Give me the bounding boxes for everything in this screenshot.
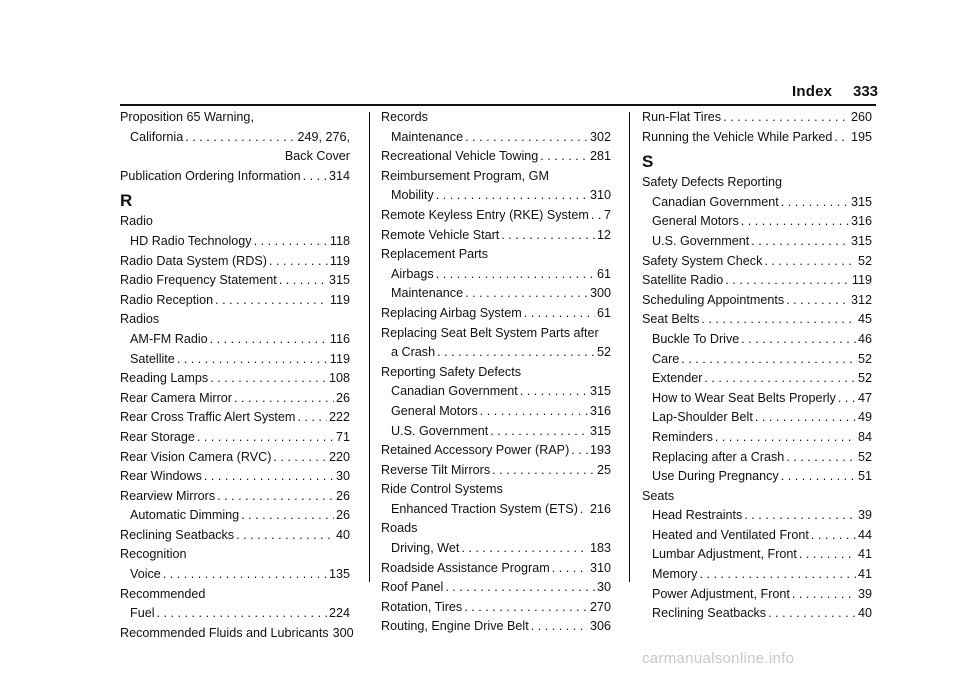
page-reference[interactable]: 220 xyxy=(328,449,350,464)
entry-label: How to Wear Seat Belts Properly xyxy=(652,390,836,405)
header-rule xyxy=(120,104,876,106)
dot-leader xyxy=(768,604,856,624)
dot-leader xyxy=(744,506,856,526)
page-reference[interactable]: 45 xyxy=(857,312,872,327)
page-reference[interactable]: 310 xyxy=(589,188,611,203)
index-column-1 xyxy=(120,108,354,643)
entry-label: Rear Cross Traffic Alert System xyxy=(120,410,296,425)
page-reference[interactable]: 51 xyxy=(857,469,872,484)
index-heading: Replacement Parts xyxy=(381,247,489,262)
index-entry xyxy=(642,271,872,291)
index-subentry xyxy=(381,343,611,363)
dot-leader xyxy=(273,448,327,468)
dot-leader xyxy=(480,402,588,422)
index-entry xyxy=(120,271,350,291)
section-title: Index xyxy=(792,83,833,100)
dot-leader xyxy=(210,369,327,389)
page-reference[interactable]: 47 xyxy=(857,390,872,405)
page-reference[interactable]: 315 xyxy=(850,233,872,248)
dot-leader xyxy=(741,330,856,350)
entry-label: Maintenance xyxy=(391,286,464,301)
page-reference[interactable]: 119 xyxy=(329,351,350,366)
index-subentry xyxy=(642,350,872,370)
entry-label: Rotation, Tires xyxy=(381,599,463,614)
index-heading: Radio xyxy=(120,214,153,229)
index-subentry xyxy=(381,382,611,402)
index-subentry xyxy=(381,284,611,304)
dot-leader xyxy=(524,304,595,324)
entry-label: Remote Vehicle Start xyxy=(381,227,500,242)
dot-leader xyxy=(437,343,595,363)
dot-leader xyxy=(792,585,856,605)
index-entry xyxy=(381,617,611,637)
dot-leader xyxy=(704,369,856,389)
index-subentry xyxy=(381,500,611,520)
dot-leader xyxy=(215,291,328,311)
index-heading: Recognition xyxy=(120,547,187,562)
index-subentry xyxy=(642,585,872,605)
dot-leader xyxy=(490,422,588,442)
dot-leader xyxy=(681,350,856,370)
index-subentry xyxy=(642,408,872,428)
dot-leader xyxy=(297,408,327,428)
dot-leader xyxy=(217,487,334,507)
index-entry xyxy=(381,147,611,167)
page-reference[interactable]: 222 xyxy=(328,410,350,425)
entry-label: Driving, Wet xyxy=(391,541,460,556)
index-entry xyxy=(120,467,350,487)
dot-leader xyxy=(552,559,588,579)
dot-leader xyxy=(725,271,850,291)
entry-label: Canadian Government xyxy=(391,384,518,399)
dot-leader xyxy=(540,147,588,167)
page-reference[interactable]: 39 xyxy=(857,586,872,601)
dot-leader xyxy=(501,226,595,246)
page-reference[interactable]: 39 xyxy=(857,508,872,523)
page-reference[interactable]: 52 xyxy=(857,371,872,386)
index-subentry xyxy=(120,232,350,252)
dot-leader xyxy=(436,186,588,206)
page-reference[interactable]: 119 xyxy=(329,253,350,268)
dot-leader xyxy=(571,441,588,461)
entry-label: Rear Windows xyxy=(120,469,202,484)
dot-leader xyxy=(699,565,856,585)
page-reference[interactable]: 7 xyxy=(603,207,611,222)
dot-leader xyxy=(177,350,328,370)
entry-label: Heated and Ventilated Front xyxy=(652,527,809,542)
dot-leader xyxy=(838,389,856,409)
dot-leader xyxy=(781,193,849,213)
dot-leader xyxy=(580,500,588,520)
page-reference[interactable]: 302 xyxy=(589,129,611,144)
entry-label: Rear Vision Camera (RVC) xyxy=(120,449,272,464)
page-reference[interactable]: 260 xyxy=(850,110,872,124)
entry-label: Power Adjustment, Front xyxy=(652,586,790,601)
page-reference[interactable]: 119 xyxy=(851,273,872,288)
index-entry xyxy=(120,167,350,187)
page-reference[interactable]: 26 xyxy=(335,508,350,523)
entry-label: U.S. Government xyxy=(391,423,489,438)
index-entry xyxy=(381,461,611,481)
page-reference[interactable]: 270 xyxy=(589,599,611,614)
entry-label: Roadside Assistance Program xyxy=(381,560,550,575)
index-subentry xyxy=(381,422,611,442)
page-reference[interactable]: 316 xyxy=(589,403,611,418)
dot-leader xyxy=(799,545,856,565)
entry-label: HD Radio Technology xyxy=(130,233,252,248)
dot-leader xyxy=(701,310,856,330)
index-entry xyxy=(381,559,611,579)
column-divider-2 xyxy=(629,112,630,582)
page-reference[interactable]: 316 xyxy=(850,214,872,229)
page-reference[interactable]: 116 xyxy=(329,331,350,346)
index-entry xyxy=(120,389,350,409)
entry-label: U.S. Government xyxy=(652,233,750,248)
entry-label: Radio Data System (RDS) xyxy=(120,253,267,268)
index-subentry xyxy=(381,186,611,206)
index-subentry xyxy=(642,193,872,213)
index-subentry xyxy=(642,448,872,468)
entry-label: Mobility xyxy=(391,188,434,203)
page-reference[interactable]: 249, 276, xyxy=(297,129,350,144)
entry-label: Automatic Dimming xyxy=(130,508,240,523)
page-reference[interactable]: 119 xyxy=(329,292,350,307)
index-entry xyxy=(120,291,350,311)
index-subentry xyxy=(381,402,611,422)
index-entry xyxy=(642,310,872,330)
entry-label: Scheduling Appointments xyxy=(642,292,785,307)
index-heading: Radios xyxy=(120,312,160,327)
page-reference[interactable]: 52 xyxy=(857,449,872,464)
dot-leader xyxy=(461,539,588,559)
index-subentry xyxy=(642,506,872,526)
column-divider-1 xyxy=(369,112,370,582)
entry-label: Reading Lamps xyxy=(120,371,209,386)
entry-label: Reverse Tilt Mirrors xyxy=(381,462,491,477)
entry-label: Seat Belts xyxy=(642,312,700,327)
index-heading: Roads xyxy=(381,521,418,536)
index-subentry xyxy=(120,506,350,526)
entry-label: Canadian Government xyxy=(652,194,779,209)
index-entry xyxy=(642,252,872,272)
dot-leader xyxy=(751,232,849,252)
index-heading: Ride Control Systems xyxy=(381,482,503,497)
entry-label: Replacing after a Crash xyxy=(652,449,785,464)
entry-label: Enhanced Traction System (ETS) xyxy=(391,501,578,516)
index-heading: Proposition 65 Warning, xyxy=(120,110,254,124)
index-entry xyxy=(120,487,350,507)
dot-leader xyxy=(786,291,849,311)
entry-label: Safety System Check xyxy=(642,253,763,268)
dot-leader xyxy=(234,389,334,409)
index-subentry xyxy=(642,545,872,565)
index-heading: Safety Defects Reporting xyxy=(642,175,783,190)
index-subentry xyxy=(642,369,872,389)
page-reference[interactable]: 26 xyxy=(335,390,350,405)
index-entry xyxy=(642,291,872,311)
entry-label: Voice xyxy=(130,567,161,582)
entry-label: Running the Vehicle While Parked xyxy=(642,129,833,144)
dot-leader xyxy=(834,128,849,148)
page-reference[interactable]: 195 xyxy=(850,129,872,144)
index-heading: Reimbursement Program, GM xyxy=(381,168,549,183)
page-reference[interactable]: 25 xyxy=(596,462,611,477)
page-reference[interactable]: 40 xyxy=(335,527,350,542)
index-entry xyxy=(381,441,611,461)
entry-label: Radio Reception xyxy=(120,292,214,307)
dot-leader xyxy=(781,467,856,487)
page-reference[interactable]: 135 xyxy=(328,567,350,582)
entry-label: Lumbar Adjustment, Front xyxy=(652,547,797,562)
dot-leader xyxy=(465,284,588,304)
index-subentry xyxy=(642,389,872,409)
page-reference[interactable]: 71 xyxy=(335,429,350,444)
entry-label: Rearview Mirrors xyxy=(120,488,216,503)
page-reference[interactable]: 61 xyxy=(596,266,611,281)
entry-label: a Crash xyxy=(391,345,436,360)
index-subentry xyxy=(642,232,872,252)
entry-label: Fuel xyxy=(130,606,155,621)
page-reference[interactable]: 84 xyxy=(857,429,872,444)
index-entry xyxy=(381,598,611,618)
page-reference[interactable]: 314 xyxy=(328,168,350,183)
page-reference[interactable]: 41 xyxy=(857,567,872,582)
index-entry xyxy=(381,304,611,324)
index-heading: Recommended xyxy=(120,586,206,601)
entry-label: Publication Ordering Information xyxy=(120,168,301,183)
index-subentry xyxy=(120,604,350,624)
page-reference[interactable]: 26 xyxy=(335,488,350,503)
page-reference[interactable]: 108 xyxy=(328,371,350,386)
index-heading: Records xyxy=(381,110,428,124)
dot-leader xyxy=(464,598,588,618)
index-subentry xyxy=(120,565,350,585)
index-continuation: Back Cover xyxy=(284,149,350,164)
index-entry xyxy=(642,128,872,148)
page-reference[interactable]: 118 xyxy=(329,233,350,248)
page-reference[interactable]: 315 xyxy=(328,273,350,288)
entry-label: Rear Storage xyxy=(120,429,195,444)
index-subentry xyxy=(381,539,611,559)
dot-leader xyxy=(741,212,849,232)
dot-leader xyxy=(764,252,856,272)
index-column-3 xyxy=(642,108,872,624)
dot-leader xyxy=(755,408,856,428)
page-reference[interactable]: 300 xyxy=(589,286,611,301)
index-column-2 xyxy=(381,108,611,637)
index-entry xyxy=(120,408,350,428)
dot-leader xyxy=(436,265,595,285)
dot-leader xyxy=(197,428,334,448)
dot-leader xyxy=(269,252,328,272)
index-subentry xyxy=(642,526,872,546)
dot-leader xyxy=(185,128,295,148)
page-reference[interactable]: 41 xyxy=(857,547,872,562)
dot-leader xyxy=(303,167,327,187)
page-reference[interactable]: 49 xyxy=(857,410,872,425)
index-entry xyxy=(120,448,350,468)
page-reference[interactable]: 306 xyxy=(589,619,611,634)
entry-label: Reclining Seatbacks xyxy=(120,527,235,542)
index-heading: Seats xyxy=(642,488,675,503)
page-reference[interactable]: 183 xyxy=(589,541,611,556)
entry-label: Retained Accessory Power (RAP) xyxy=(381,443,570,458)
page-reference[interactable]: 44 xyxy=(857,527,872,542)
entry-label: Airbags xyxy=(391,266,434,281)
dot-leader xyxy=(591,206,602,226)
dot-leader xyxy=(531,617,588,637)
dot-leader xyxy=(786,448,856,468)
index-entry xyxy=(120,428,350,448)
index-entry xyxy=(642,108,872,128)
dot-leader xyxy=(520,382,588,402)
entry-label: Replacing Airbag System xyxy=(381,305,522,320)
index-subentry xyxy=(381,265,611,285)
index-subentry xyxy=(642,330,872,350)
index-entry xyxy=(120,624,354,644)
dot-leader xyxy=(445,578,595,598)
entry-label: Buckle To Drive xyxy=(652,331,740,346)
page-reference[interactable]: 281 xyxy=(589,149,611,164)
index-subentry xyxy=(642,604,872,624)
entry-label: California xyxy=(130,129,184,144)
entry-label: Radio Frequency Statement xyxy=(120,273,277,288)
page-reference[interactable]: 12 xyxy=(596,227,611,242)
entry-label: Rear Camera Mirror xyxy=(120,390,232,405)
entry-label: Extender xyxy=(652,371,703,386)
entry-label: Reclining Seatbacks xyxy=(652,606,767,621)
entry-label: Maintenance xyxy=(391,129,464,144)
entry-label: General Motors xyxy=(652,214,739,229)
page-reference[interactable]: 224 xyxy=(328,606,350,621)
dot-leader xyxy=(210,330,328,350)
index-subentry xyxy=(642,428,872,448)
dot-leader xyxy=(811,526,856,546)
entry-label: Use During Pregnancy xyxy=(652,469,779,484)
page-reference[interactable]: 30 xyxy=(335,469,350,484)
index-subentry xyxy=(120,128,350,148)
entry-label: Recreational Vehicle Towing xyxy=(381,149,539,164)
index-subentry xyxy=(642,212,872,232)
index-subentry xyxy=(381,128,611,148)
index-entry xyxy=(381,226,611,246)
page-reference[interactable]: 310 xyxy=(589,560,611,575)
index-entry xyxy=(120,526,350,546)
dot-leader xyxy=(157,604,327,624)
dot-leader xyxy=(241,506,334,526)
entry-label: Run-Flat Tires xyxy=(642,110,722,124)
entry-label: Lap-Shoulder Belt xyxy=(652,410,753,425)
page-header xyxy=(0,83,960,101)
entry-label: Routing, Engine Drive Belt xyxy=(381,619,529,634)
page-reference[interactable]: 312 xyxy=(850,292,872,307)
entry-label: Roof Panel xyxy=(381,580,444,595)
page-reference[interactable]: 315 xyxy=(589,423,611,438)
entry-label: General Motors xyxy=(391,403,478,418)
page-reference[interactable]: 216 xyxy=(589,501,611,516)
index-subentry xyxy=(642,565,872,585)
page-reference[interactable]: 52 xyxy=(596,345,611,360)
page-reference[interactable]: 40 xyxy=(857,606,872,621)
page-reference[interactable]: 300 xyxy=(332,625,354,640)
dot-leader xyxy=(254,232,328,252)
entry-label: AM-FM Radio xyxy=(130,331,208,346)
entry-label: Recommended Fluids and Lubricants xyxy=(120,625,329,640)
index-subentry xyxy=(642,467,872,487)
dot-leader xyxy=(236,526,334,546)
entry-label: Satellite Radio xyxy=(642,273,724,288)
dot-leader xyxy=(465,128,588,148)
entry-label: Reminders xyxy=(652,429,713,444)
index-entry xyxy=(120,369,350,389)
entry-label: Remote Keyless Entry (RKE) System xyxy=(381,207,589,222)
entry-label: Care xyxy=(652,351,680,366)
page-number: 333 xyxy=(853,83,879,100)
dot-leader xyxy=(715,428,856,448)
dot-leader xyxy=(279,271,327,291)
index-entry xyxy=(381,578,611,598)
index-entry xyxy=(381,206,611,226)
dot-leader xyxy=(492,461,595,481)
entry-label: Head Restraints xyxy=(652,508,743,523)
page-reference[interactable]: 315 xyxy=(850,194,872,209)
entry-label: Satellite xyxy=(130,351,175,366)
index-subentry xyxy=(120,350,350,370)
page-reference[interactable]: 315 xyxy=(589,384,611,399)
dot-leader xyxy=(204,467,334,487)
index-letter-heading: R xyxy=(120,191,133,211)
page-reference[interactable]: 193 xyxy=(589,443,611,458)
page-reference[interactable]: 30 xyxy=(596,580,611,595)
index-heading: Replacing Seat Belt System Parts after xyxy=(381,325,599,340)
index-heading: Reporting Safety Defects xyxy=(381,364,522,379)
page-reference[interactable]: 61 xyxy=(596,305,611,320)
dot-leader xyxy=(723,108,849,128)
page-reference[interactable]: 52 xyxy=(857,253,872,268)
page-reference[interactable]: 46 xyxy=(857,331,872,346)
watermark: carmanualsonline.info xyxy=(642,650,795,667)
dot-leader xyxy=(163,565,327,585)
entry-label: Memory xyxy=(652,567,698,582)
index-entry xyxy=(120,252,350,272)
index-letter-heading: S xyxy=(642,152,654,172)
index-subentry xyxy=(120,330,350,350)
page-reference[interactable]: 52 xyxy=(857,351,872,366)
